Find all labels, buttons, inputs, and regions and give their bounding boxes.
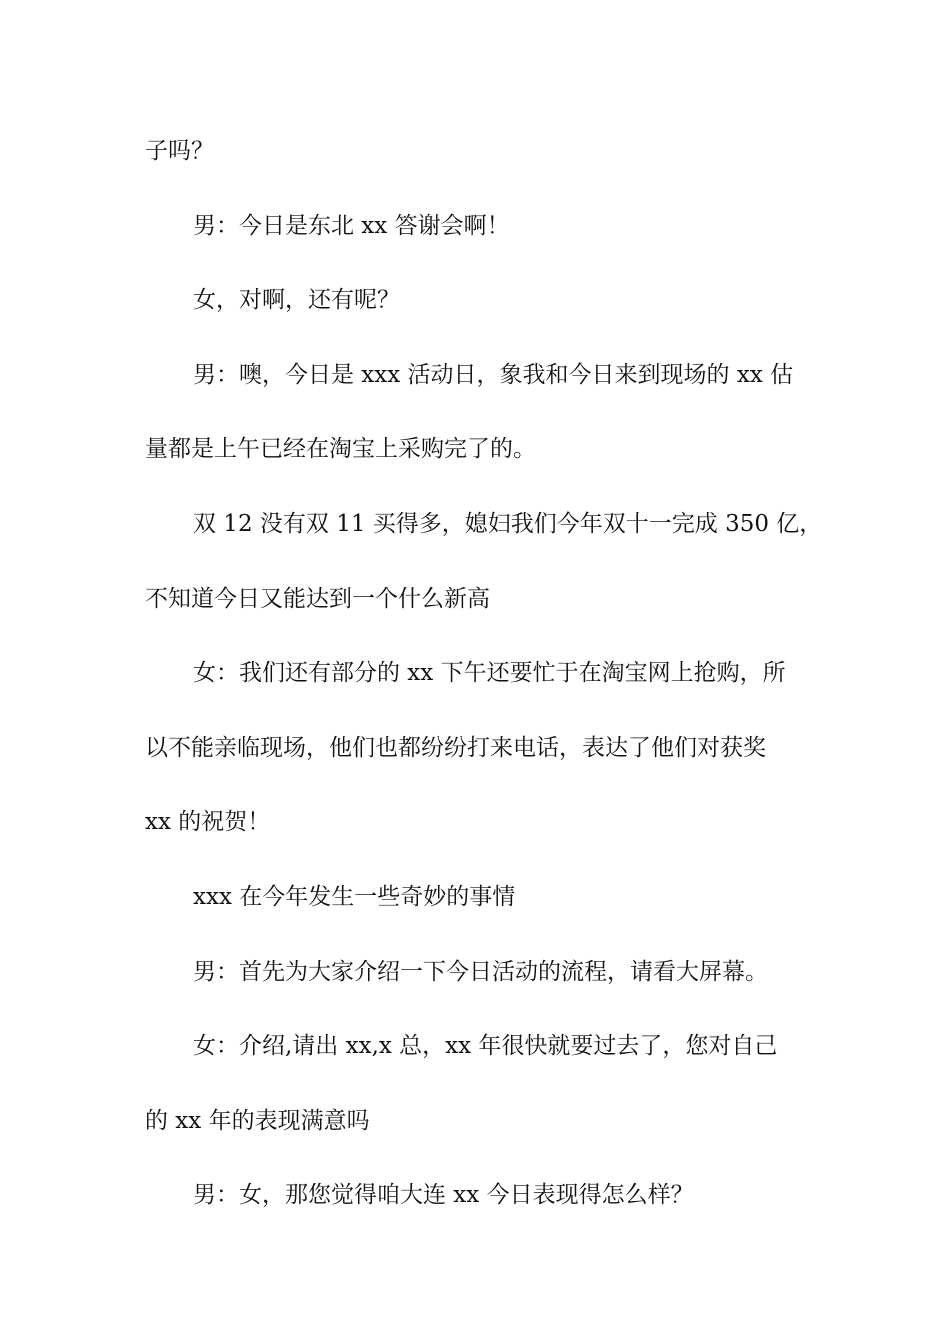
text-line: 以不能亲临现场，他们也都纷纷打来电话，表达了他们对获奖 (145, 734, 766, 761)
text-line: 子吗？ (145, 138, 214, 164)
text-line: 女，对啊，还有呢？ (193, 287, 400, 314)
text-line: 双 12 没有双 11 买得多，媳妇我们今年双十一完成 350 亿， (193, 510, 823, 537)
text-line: 男：首先为大家介绍一下今日活动的流程，请看大屏幕。 (193, 958, 768, 985)
text-line: xx 的祝贺！ (145, 809, 271, 836)
text-line: 量都是上午已经在淘宝上采购完了的。 (145, 436, 536, 463)
text-line: xxx 在今年发生一些奇妙的事情 (193, 883, 516, 910)
text-line: 男：女，那您觉得咱大连 xx 今日表现得怎么样？ (193, 1182, 694, 1209)
text-line: 的 xx 年的表现满意吗 (145, 1107, 370, 1134)
text-line: 女：我们还有部分的 xx 下午还要忙于在淘宝网上抢购，所 (193, 660, 786, 687)
text-line: 男：今日是东北 xx 答谢会啊！ (193, 212, 510, 239)
text-line: 男：噢，今日是 xxx 活动日，象我和今日来到现场的 xx 估 (193, 361, 794, 388)
document-body (145, 114, 825, 1233)
text-line: 不知道今日又能达到一个什么新高 (145, 585, 490, 612)
text-line: 女：介绍,请出 xx,x 总，xx 年很快就要过去了，您对自己 (193, 1033, 778, 1060)
